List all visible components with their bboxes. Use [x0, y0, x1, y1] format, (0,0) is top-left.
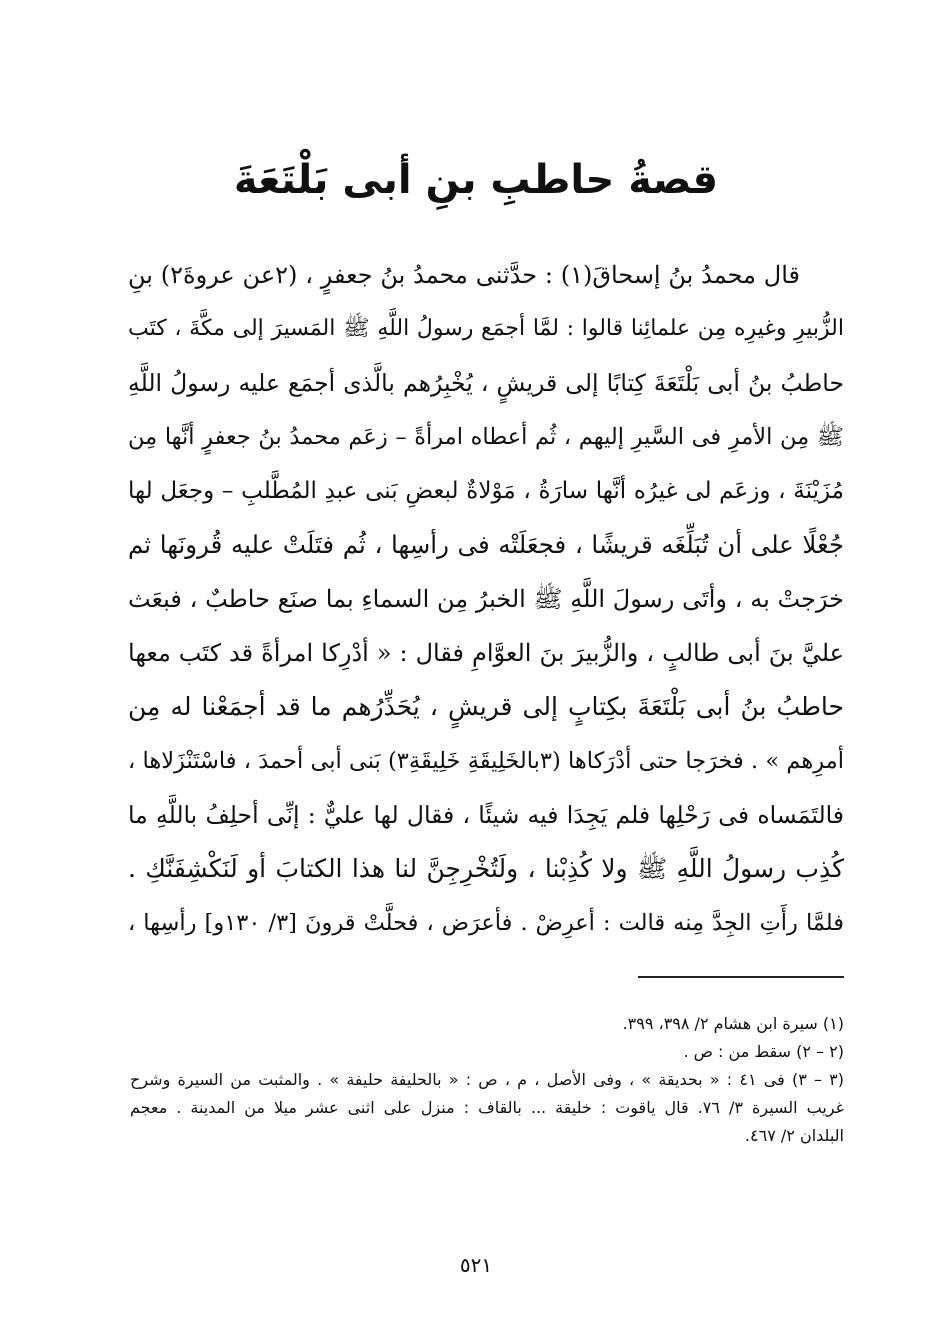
footnote-3-line-2: غريب السيرة ٣/ ٧٦. قال ياقوت : خليقة ... بالقاف : منزل على اثنى عشر ميلا من المدينة . معجم: [130, 1098, 844, 1117]
footnote-separator: [638, 976, 844, 978]
main-text: [128, 248, 844, 950]
footnote-3-line-1: (٣ – ٣) فى ٤١ : « بحديقة » ، وفى الأصل ، م ، ص : « بالحليفة حليفة » . والمثبت من السيرة وشرح: [130, 1070, 844, 1089]
footnote-1: (١) سيرة ابن هشام ٢/ ٣٩٨، ٣٩٩.: [622, 1014, 844, 1033]
text-line-5: مُزَيْنَةَ ، وزعَم لى غيرُه أنَّها سارَةُ ، مَوْلاةٌ لبعضِ بَنى عبدِ المُطَّلبِ – وجعَل لها: [128, 478, 844, 504]
text-line-2: الزُّبيرِ وغيرِه مِن علمائِنا قالوا : لمَّا أجمَع رسولُ اللَّهِ ﷺ المَسيرَ إلى مكَّةَ ، كتَب: [128, 316, 844, 341]
chapter-title: قصةُ حاطبِ بنِ أبى بَلْتَعَةَ: [233, 157, 719, 203]
footnote-2: (٢ – ٢) سقط من : ص .: [683, 1042, 844, 1061]
text-line-8: عليَّ بنَ أبى طالبٍ ، والزُّبيرَ بنَ العوَّامِ فقال : « أدْرِكا امرأةً قد كتَب معها: [128, 639, 844, 667]
text-line-1: قال محمدُ بنُ إسحاقَ(١) : حدَّثنى محمدُ بنُ جعفرٍ ، (٢عن عروةَ٢) بنِ: [128, 261, 800, 289]
text-line-13: فلمَّا رأَتِ الجِدَّ مِنه قالت : أعرِضْ . فأعرَض ، فحلَّتْ قرونَ [٣/ ١٣٠و] رأسِها ،: [128, 910, 844, 936]
text-line-3: حاطبُ بنُ أبى بَلْتَعَةَ كِتابًا إلى قريشٍ ، يُخْبِرُهم بالَّذى أجمَع عليه رسولُ اللَّهِ: [128, 369, 844, 397]
text-line-7: خرَجتْ به ، وأتَى رسولَ اللَّهِ ﷺ الخبرُ مِن السماءِ بما صنَع حاطبٌ ، فبعَث: [128, 585, 844, 613]
text-line-9: حاطبُ بنُ أبى بَلْتَعَةَ بكِتابٍ إلى قريشٍ ، يُحَذِّرُهم ما قد أجمَعْنا له مِن: [128, 692, 844, 721]
text-line-6: جُعْلًا على أن تُبَلِّغَه قريشًا ، فجعَلَتْه فى رأسِها ، ثُم فتَلَتْ عليه قُرونَها ثم: [128, 530, 844, 559]
text-line-4: ﷺ مِن الأمرِ فى السَّيرِ إليهم ، ثُم أعطاه امرأةً – زعَم محمدُ بنُ جعفرٍ أنَّها مِن: [128, 424, 844, 450]
text-line-12: كُذِب رسولُ اللَّهِ ﷺ ولا كُذِبْنا ، ولَتُخْرِجِنَّ لنا هذا الكتابَ أو لَنَكْشِفَنَّكِ .: [128, 854, 844, 883]
text-line-10: أمرِهم » . فخرَجا حتى أدْرَكاها (٣بالخَلِيقَةِ خَلِيقَةِ٣) بَنى أبى أحمدَ ، فاسْتَنْزَلاها ،: [128, 748, 844, 774]
footnote-3-line-3: البلدان ٢/ ٤٦٧.: [744, 1126, 844, 1145]
text-line-11: فالتَمَساه فى رَحْلِها فلم يَجِدَا فيه شيئًا ، فقال لها عليٌّ : إنِّى أحلِفُ باللَّهِ ما: [128, 801, 844, 829]
footnotes: [130, 1010, 844, 1150]
page-number: ٥٢١: [459, 1253, 493, 1277]
